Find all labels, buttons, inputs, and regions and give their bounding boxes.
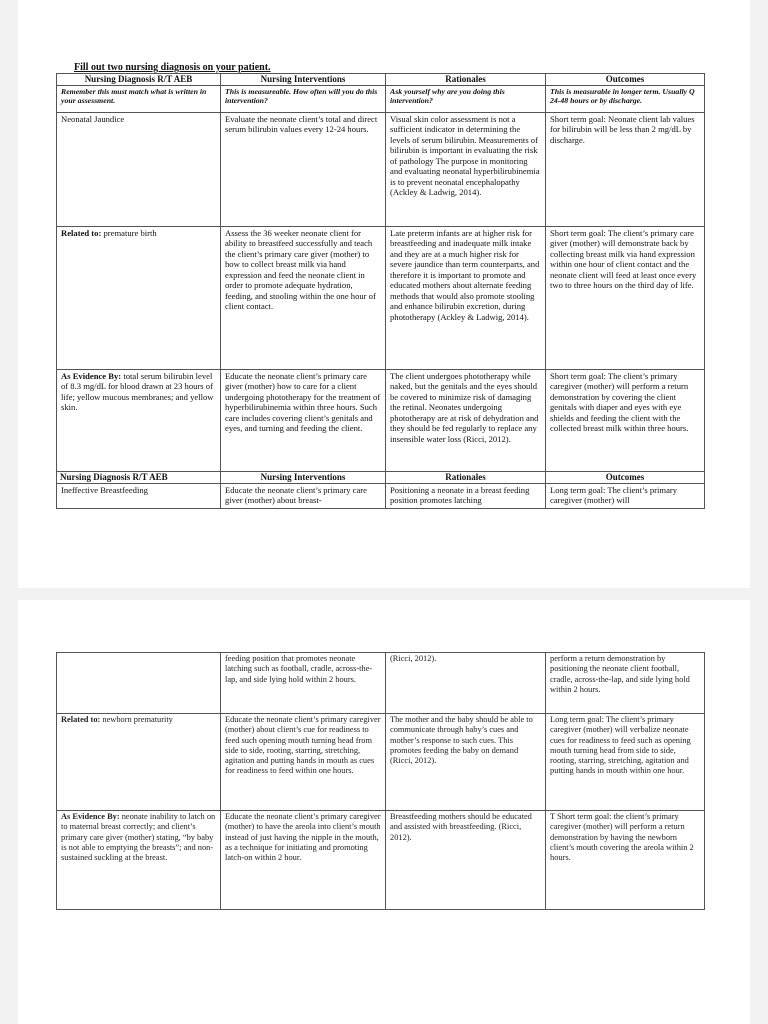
care-plan-table-1 <box>56 73 705 509</box>
rationale-cell: The client undergoes phototherapy while naked, but the genitals and the eyes should be covered to minimize risk of damaging the retinal. Neonates undergoing phototherapy are at risk of dehydration and they should be fed regularly to replace any insensible water loss (Ricci, 2012). <box>386 369 546 471</box>
rationale-cell: Breastfeeding mothers should be educated and assisted with breastfeeding. (Ricci, 2012). <box>386 811 546 910</box>
evidence-value: total serum bilirubin level of 8.3 mg/dL for blood drawn at 23 hours of life; yellow mucous membranes; and yellow skin. <box>61 370 214 413</box>
table-row <box>57 483 705 508</box>
evidence-value: neonate inability to latch on to maternal breast correctly; and client’s primary care giver (mother) stating, “by baby is not able to emptying the breasts”; and non-sustained suckling at the breast. <box>61 812 216 862</box>
outcome-cell: Short term goal: The client’s primary care giver (mother) will demonstrate back by collecting breast milk via hand expression within one hour of client contact and the neonate client will feed at least once every two to three hours on the third day of life. <box>546 226 705 369</box>
diagnosis-cell: Neonatal Jaundice <box>57 112 221 226</box>
rationale-cell: Positioning a neonate in a breast feeding position promotes latching <box>386 483 546 508</box>
evidence-cell <box>57 811 221 910</box>
related-to-label: Related to: <box>61 227 102 238</box>
header-rationales: Rationales <box>386 471 546 483</box>
instruction-row <box>57 85 705 112</box>
instruction-outcomes: This is measurable in longer term. Usually Q 24-48 hours or by discharge. <box>546 85 705 112</box>
diagnosis-cell <box>57 653 221 714</box>
instruction-rationales: Ask yourself why are you doing this intervention? <box>386 85 546 112</box>
rationale-cell: The mother and the baby should be able to communicate through baby’s cues and mother’s response to such cues. This promotes feeding the baby on demand (Ricci, 2012). <box>386 714 546 811</box>
header-outcomes: Outcomes <box>546 74 705 86</box>
outcome-cell: Short term goal: The client’s primary caregiver (mother) will perform a return demonstration by covering the client genitals with diaper and eyes with eye shields and feeding the client with the collected breast milk within three hours. <box>546 369 705 471</box>
table-row <box>57 653 705 714</box>
table-row <box>57 369 705 471</box>
document-page-1 <box>18 0 750 588</box>
care-plan-table-2 <box>56 652 705 910</box>
rationale-cell: (Ricci, 2012). <box>386 653 546 714</box>
header-interventions: Nursing Interventions <box>221 471 386 483</box>
header-row <box>57 74 705 86</box>
document-page-2 <box>18 600 750 1024</box>
outcome-cell: Long term goal: The client’s primary caregiver (mother) will verbalize neonate cues for readiness to feed such as opening mouth turning head from side to side, rooting, starring, stretching, agitation and putting hands in mouth within one hour. <box>546 714 705 811</box>
header-outcomes: Outcomes <box>546 471 705 483</box>
rationale-cell: Late preterm infants are at higher risk for breastfeeding and inadequate milk intake and they are at a much higher risk for severe jaundice than term counterparts, and therefore it is important to promote and educated mothers about alternate feeding methods that would also promote stooling and enhance bilirubin excretion, during phototherapy (Ackley & Ladwig, 2014). <box>386 226 546 369</box>
instruction-diagnosis: Remember this must match what is written in your assessment. <box>57 85 221 112</box>
outcome-cell: perform a return demonstration by positioning the neonate client football, cradle, across-the-lap, and side lying hold within 2 hours. <box>546 653 705 714</box>
header-rationales: Rationales <box>386 74 546 86</box>
table-row <box>57 811 705 910</box>
intervention-cell: Educate the neonate client’s primary care giver (mother) how to care for a client undergoing phototherapy for the treatment of hyperbilirubinemia within three hours. Such care includes covering client’s genitals and eyes, and turning and feeding the client. <box>221 369 386 471</box>
rationale-cell: Visual skin color assessment is not a sufficient indicator in determining the levels of serum bilirubin. Measurements of bilirubin is important in evaluating the risk of pathology The purpose in monitoring and evaluating neonatal hyperbilirubinemia is to prevent neonatal encephalopathy (Ackley & Ladwig, 2014). <box>386 112 546 226</box>
evidence-label: As Evidence By: <box>61 370 122 381</box>
header-row <box>57 471 705 483</box>
outcome-cell: T Short term goal: the client’s primary caregiver (mother) will perform a return demonstration by having the newborn client’s mouth covering the areola within 2 hours. <box>546 811 705 910</box>
table-row <box>57 714 705 811</box>
outcome-cell: Long term goal: The client’s primary caregiver (mother) will <box>546 483 705 508</box>
table-row <box>57 112 705 226</box>
related-to-value: premature birth <box>103 227 157 238</box>
diagnosis-cell: Ineffective Breastfeeding <box>57 483 221 508</box>
header-diagnosis: Nursing Diagnosis R/T AEB <box>57 471 221 483</box>
intervention-cell: Educate the neonate client’s primary care giver (mother) about breast- <box>221 483 386 508</box>
related-to-value: newborn prematurity <box>102 715 173 724</box>
outcome-cell: Short term goal: Neonate client lab values for bilirubin will be less than 2 mg/dL by discharge. <box>546 112 705 226</box>
related-to-cell <box>57 226 221 369</box>
related-to-label: Related to: <box>61 715 101 724</box>
page-heading: Fill out two nursing diagnosis on your patient. <box>74 62 271 73</box>
intervention-cell: Evaluate the neonate client’s total and direct serum bilirubin values every 12-24 hours. <box>221 112 386 226</box>
table-row <box>57 226 705 369</box>
evidence-cell <box>57 369 221 471</box>
header-interventions: Nursing Interventions <box>221 74 386 86</box>
related-to-cell <box>57 714 221 811</box>
intervention-cell: feeding position that promotes neonate latching such as football, cradle, across-the-lap, and side lying hold within 2 hours. <box>221 653 386 714</box>
intervention-cell: Assess the 36 weeker neonate client for ability to breastfeed successfully and teach the client’s primary care giver (mother) to how to collect breast milk via hand expression and feed the neonate client in order to promote adequate hydration, feeding, and stooling within the one hour of client contact. <box>221 226 386 369</box>
evidence-label: As Evidence By: <box>61 812 120 821</box>
header-diagnosis: Nursing Diagnosis R/T AEB <box>57 74 221 86</box>
intervention-cell: Educate the neonate client’s primary caregiver (mother) to have the areola into client’s mouth instead of just having the nipple in the mouth, as a technique for initiating and promoting latch-on within 2 hour. <box>221 811 386 910</box>
instruction-interventions: This is measureable. How often will you do this intervention? <box>221 85 386 112</box>
intervention-cell: Educate the neonate client’s primary caregiver (mother) about client’s cue for readiness to feed such opening mouth turning head from side to side, rooting, starring, stretching, agitation and putting hands in mouth as cues for readiness to feed within one hours. <box>221 714 386 811</box>
